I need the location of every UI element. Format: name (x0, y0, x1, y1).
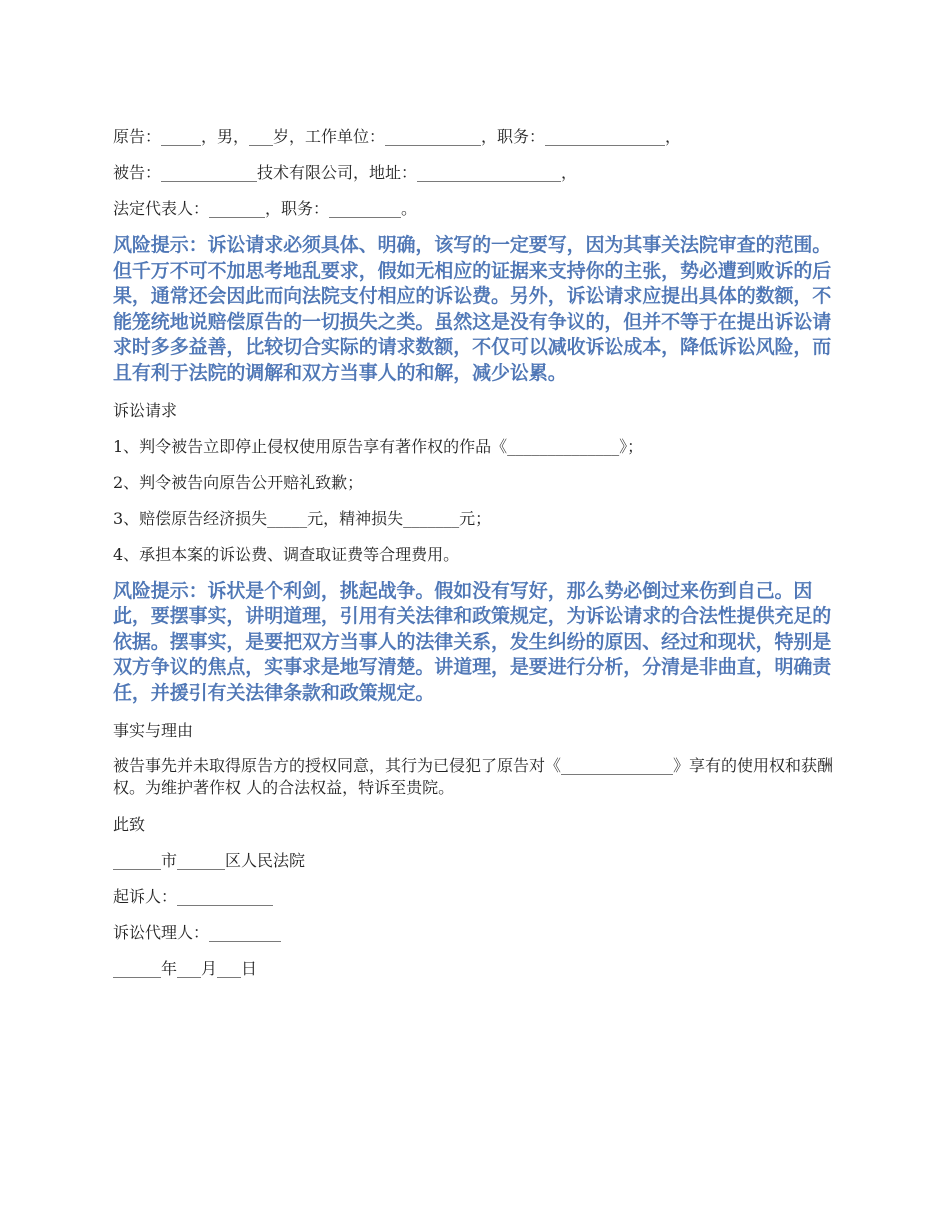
claims-heading: 诉讼请求 (113, 400, 178, 420)
court-name: ______市______区人民法院 (113, 850, 306, 870)
date-line: ______年___月___日 (113, 958, 258, 978)
claim-item-2: 2、判令被告向原告公开赔礼致歉； (113, 472, 364, 492)
salutation: 此致 (113, 814, 146, 834)
risk-tip-claims: 风险提示：诉讼请求必须具体、明确，该写的一定要写，因为其事关法院审查的范围。但千万不可不加思考地乱要求，假如无相应的证据来支持你的主张，势必遭到败诉的后果，通常还会因此而向法院支付相应的诉讼费。另外，诉讼请求应提出具体的数额，不能笼统地说赔偿原告的一切损失之类。虽然这是没有争议的，但并不等于在提出诉讼请求时多多益善，比较切合实际的请求数额，不仅可以减收诉讼成本，降低诉讼风险，而且有利于法院的调解和双方当事人的和解，减少讼累。 (113, 234, 832, 384)
agent-signature: 诉讼代理人：_________ (113, 922, 282, 942)
defendant-line: 被告：____________技术有限公司，地址：__________________， (113, 163, 578, 182)
facts-heading: 事实与理由 (113, 720, 194, 740)
claim-item-1: 1、判令被告立即停止侵权使用原告享有著作权的作品《______________》； (113, 436, 644, 456)
claim-item-3: 3、赔偿原告经济损失_____元，精神损失_______元； (113, 508, 492, 528)
plaintiff-signature: 起诉人：____________ (113, 886, 274, 906)
plaintiff-line: 原告：_____，男，___岁，工作单位：____________，职务：_______________， (113, 127, 682, 146)
claim-item-4: 4、承担本案的诉讼费、调查取证费等合理费用。 (113, 544, 460, 564)
legal-representative-line: 法定代表人：_______，职务：_________。 (113, 199, 418, 218)
risk-tip-complaint: 风险提示：诉状是个利剑，挑起战争。假如没有写好，那么势必倒过来伤到自己。因此，要摆事实，讲明道理，引用有关法律和政策规定，为诉讼请求的合法性提供充足的依据。摆事实，是要把双方当事人的法律关系，发生纠纷的原因、经过和现状，特别是双方争议的焦点，实事求是地写清楚。讲道理，是要进行分析，分清是非曲直，明确责任，并援引有关法律条款和政策规定。 (113, 579, 832, 704)
facts-text: 被告事先并未取得原告方的授权同意，其行为已侵犯了原告对《______________》享有的使用权和获酬权。为维护著作权 人的合法权益，特诉至贵院。 (113, 755, 834, 797)
complaint-document (113, 125, 833, 993)
